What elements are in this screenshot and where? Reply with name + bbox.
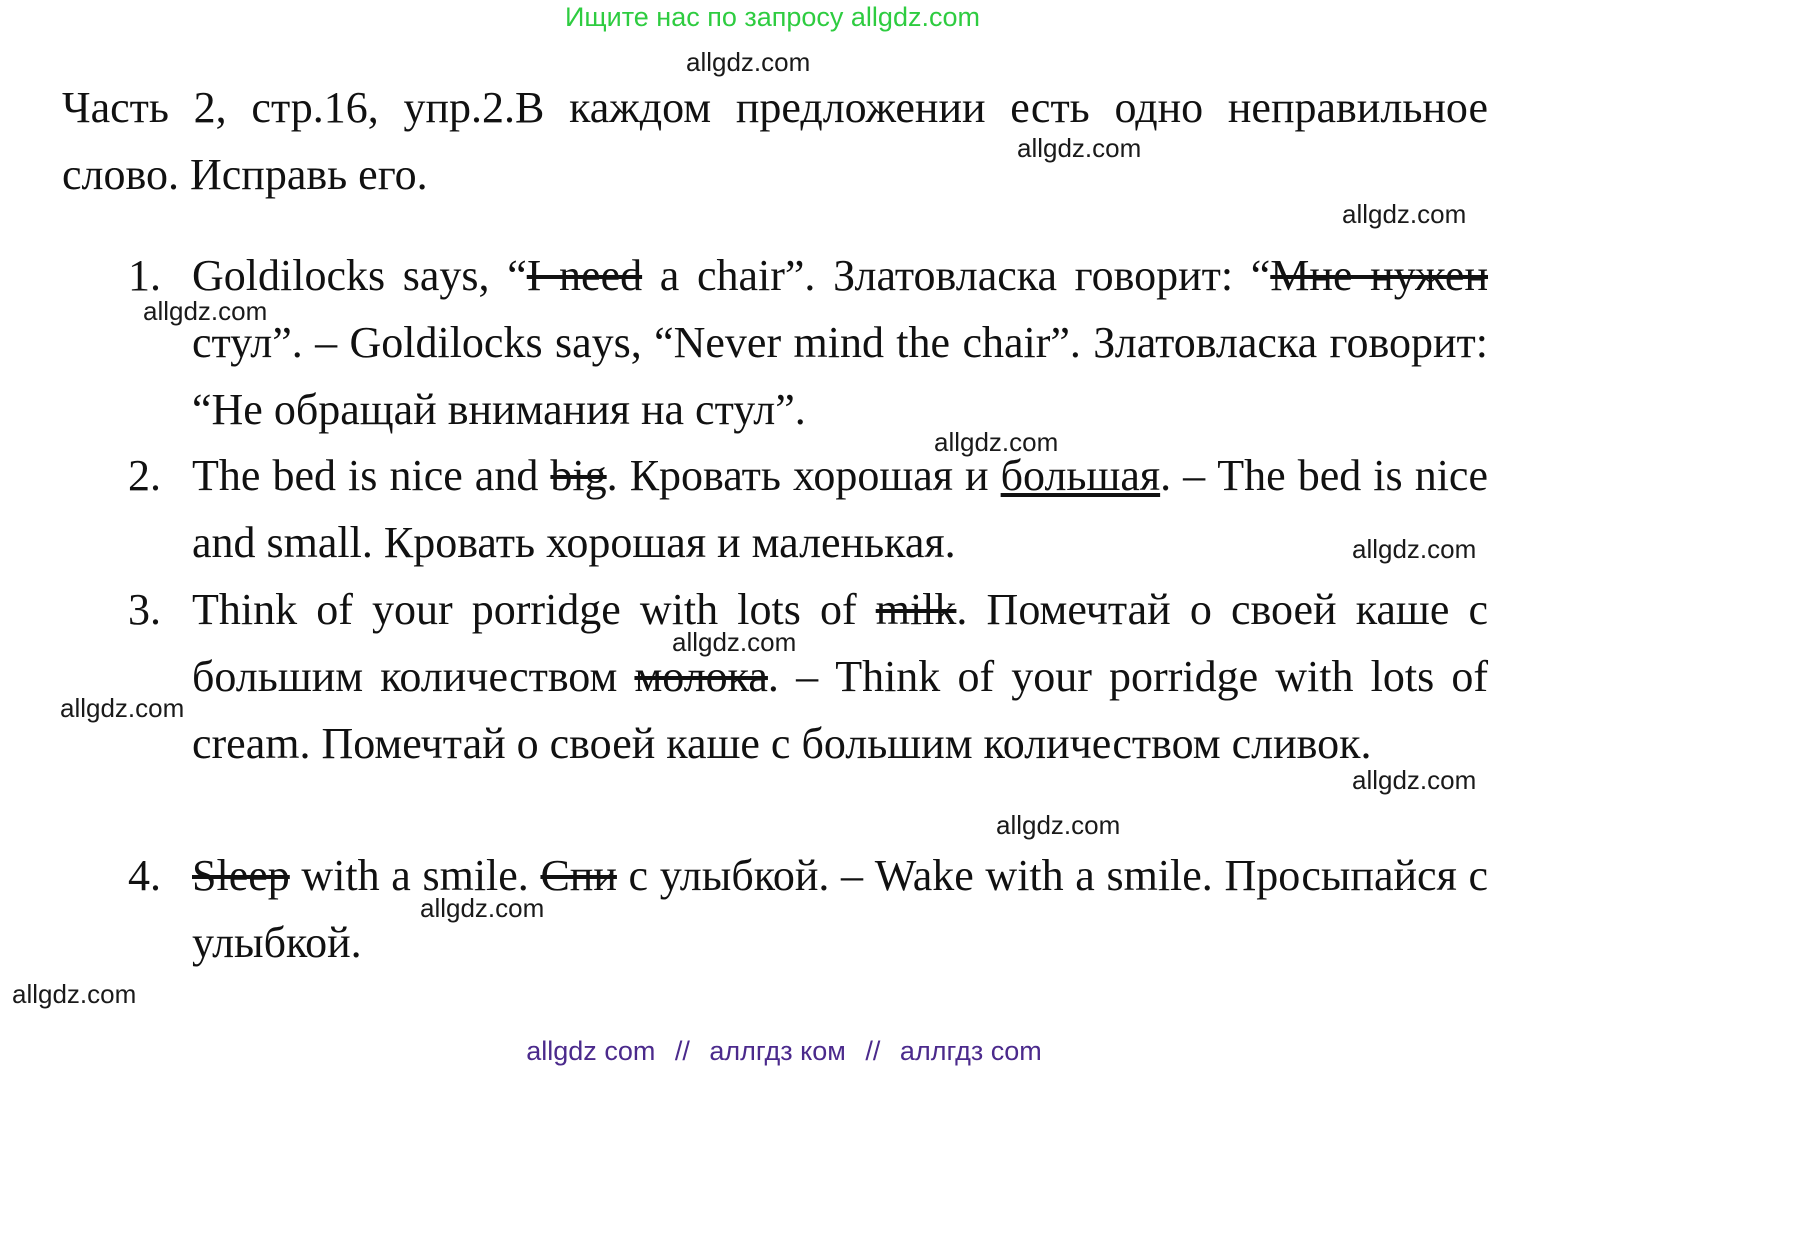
footer-separator: //	[865, 1036, 881, 1066]
item-3-struck-word-ru: молока	[634, 652, 768, 701]
item-2-text-b: . Кровать хорошая и	[606, 451, 1001, 500]
watermark: allgdz.com	[12, 979, 137, 1009]
item-4-struck-word-en: Sleep	[192, 851, 290, 900]
exercise-heading: Часть 2, стр.16, упр.2.В каждом предложении есть одно неправильное слово. Исправь его.	[62, 83, 1488, 199]
footer-link-allgdz-kom[interactable]: аллгдз ком	[709, 1036, 846, 1066]
footer-link-allgdz-com[interactable]: allgdz com	[526, 1036, 656, 1066]
list-item-1	[192, 242, 1488, 443]
footer-links	[0, 1036, 1568, 1067]
footer-link-allgdz-com-cyr[interactable]: аллгдз com	[899, 1036, 1042, 1066]
item-number-1: 1.	[128, 251, 161, 300]
item-number-3: 3.	[128, 585, 161, 634]
item-1-text-c: стул”. – Goldilocks says, “Never mind the chair”. Златовласка говорит: “Не обращай внимания на стул”.	[192, 318, 1488, 434]
watermark: allgdz.com	[420, 893, 545, 923]
list-item-2	[192, 442, 1488, 576]
watermark: allgdz.com	[934, 427, 1059, 457]
item-1-struck-word-ru: Мне нужен	[1270, 251, 1489, 300]
list-item-4	[192, 842, 1488, 976]
item-2-text-c: . – The bed is nice and small. Кровать хорошая и маленькая.	[192, 451, 1488, 567]
item-number-2: 2.	[128, 451, 161, 500]
item-number-4: 4.	[128, 851, 161, 900]
footer-separator: //	[674, 1036, 690, 1066]
item-4-text-a: with a smile.	[289, 851, 541, 900]
item-1-struck-word-en: I need	[526, 251, 643, 300]
item-2-underlined-word: большая	[1000, 451, 1161, 500]
item-1-text-a: Goldilocks says, “	[192, 251, 527, 300]
item-3-text-b: . Помечтай о своей каше с большим количеством	[192, 585, 1488, 701]
item-3-text-a: Think of your porridge with lots of	[192, 585, 876, 634]
watermark: allgdz.com	[672, 627, 797, 657]
item-4-struck-word-ru: Спи	[540, 851, 617, 900]
item-1-text-b: a chair”. Златовласка говорит: “	[642, 251, 1271, 300]
watermark: allgdz.com	[1342, 199, 1467, 229]
top-banner-link[interactable]: Ищите нас по запросу allgdz.com	[565, 2, 980, 32]
item-2-text-a: The bed is nice and	[192, 451, 551, 500]
item-4-text-b: с улыбкой. – Wake with a smile. Просыпайся с улыбкой.	[192, 851, 1488, 967]
watermark: allgdz.com	[1352, 765, 1477, 795]
item-2-struck-word-en: big	[550, 451, 607, 500]
watermark: allgdz.com	[143, 296, 268, 326]
watermark: allgdz.com	[1352, 534, 1477, 564]
list-item-3	[192, 576, 1488, 777]
item-3-text-c: . – Think of your porridge with lots of cream. Помечтай о своей каше с большим количеством сливок.	[192, 652, 1488, 768]
watermark: allgdz.com	[996, 810, 1121, 840]
watermark: allgdz.com	[686, 47, 811, 77]
watermark: allgdz.com	[1017, 133, 1142, 163]
watermark: allgdz.com	[60, 693, 185, 723]
item-3-struck-word-en: milk	[875, 585, 957, 634]
